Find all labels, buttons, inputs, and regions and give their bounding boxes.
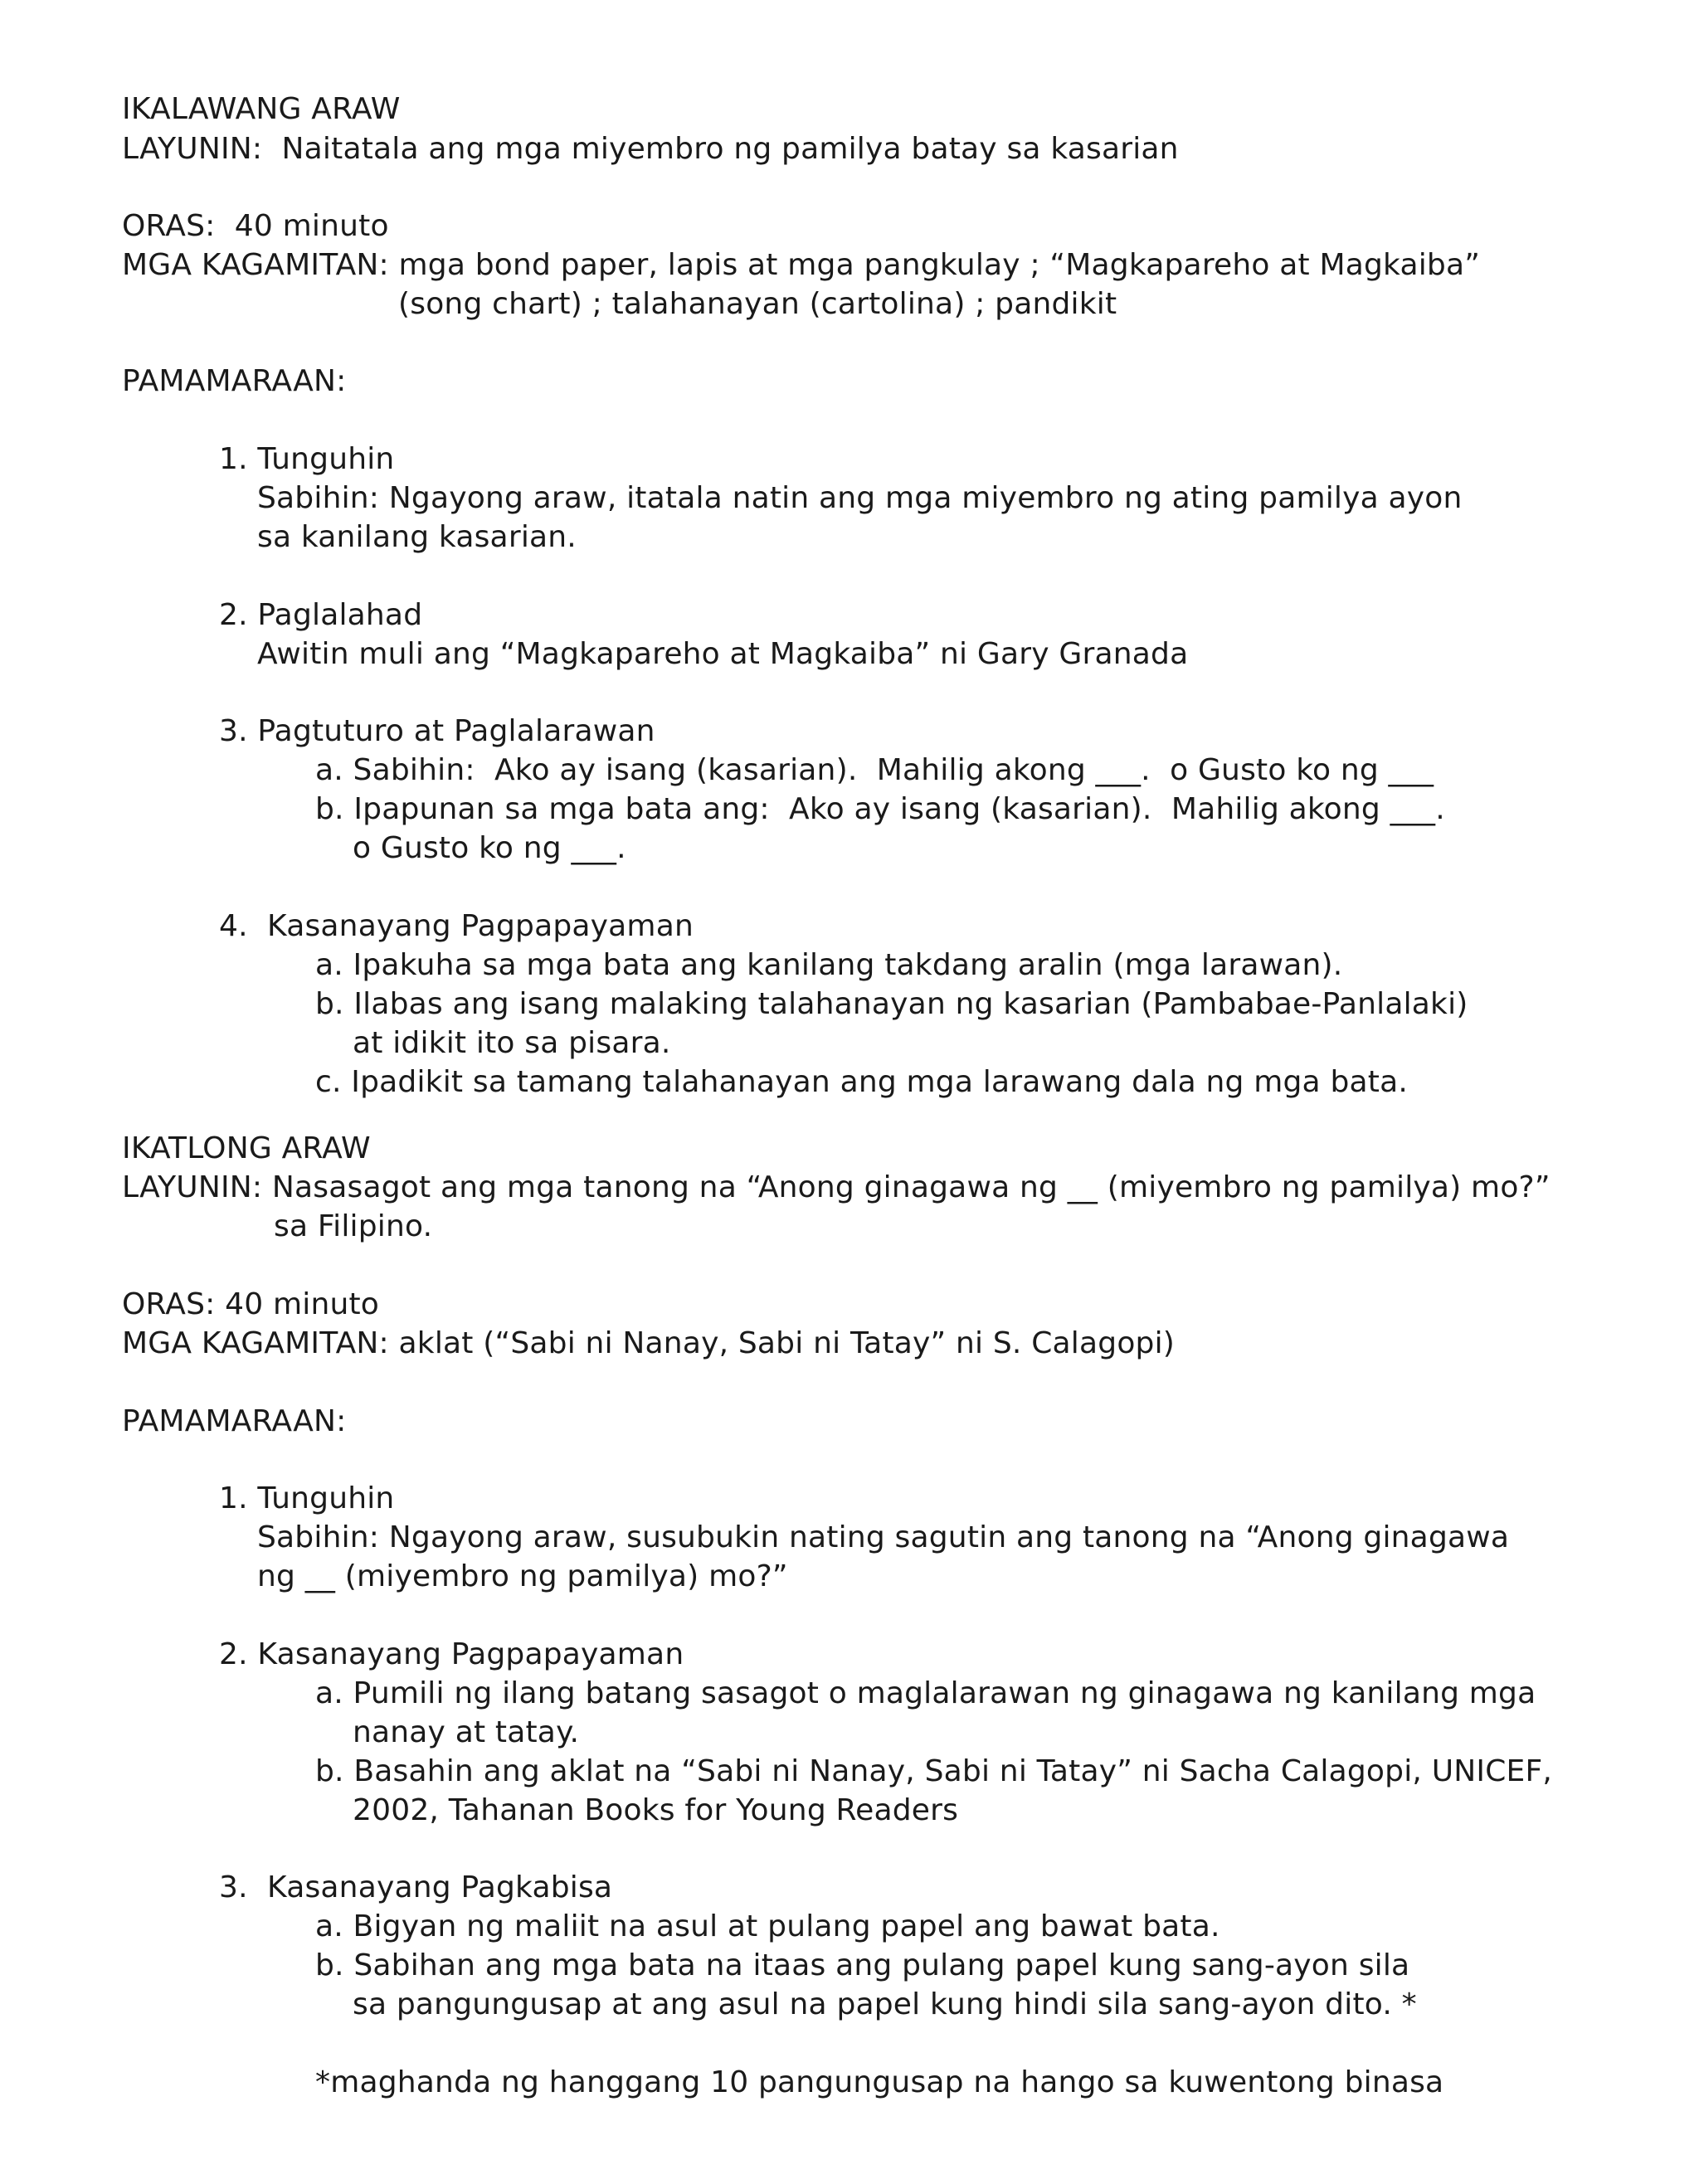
day2-step-1-title: 1. Tunguhin [219,442,395,476]
day3-materials: MGA KAGAMITAN: aklat (“Sabi ni Nanay, Sabi ni Tatay” ni S. Calagopi) [122,1326,1176,1360]
day2-materials-cont: (song chart) ; talahanayan (cartolina) ; pandikit [398,287,1117,321]
day3-step-2-item-b: b. Basahin ang aklat na “Sabi ni Nanay, Sabi ni Tatay” ni Sacha Calagopi, UNICEF, [315,1754,1553,1788]
day2-heading: IKALAWANG ARAW [122,92,401,126]
day2-step-4-title: 4. Kasanayang Pagpapayaman [219,909,694,943]
footnote: *maghanda ng hanggang 10 pangungusap na hango sa kuwentong binasa [315,2065,1444,2099]
day2-step-2-text: Awitin muli ang “Magkapareho at Magkaiba” ni Gary Granada [257,637,1189,671]
day2-step-3-item-a: a. Sabihin: Ako ay isang (kasarian). Mahilig akong ___. o Gusto ko ng ___ [315,753,1434,787]
day2-step-1-text: Sabihin: Ngayong araw, itatala natin ang mga miyembro ng ating pamilya ayon [257,481,1463,515]
day2-time: ORAS: 40 minuto [122,209,389,243]
day3-objective-cont: sa Filipino. [274,1209,433,1243]
day2-step-3-item-b-cont: o Gusto ko ng ___. [353,831,626,865]
day3-step-1-text: Sabihin: Ngayong araw, susubukin nating sagutin ang tanong na “Anong ginagawa [257,1520,1510,1554]
day3-step-2-title: 2. Kasanayang Pagpapayaman [219,1637,684,1671]
day2-step-4-item-a: a. Ipakuha sa mga bata ang kanilang takdang aralin (mga larawan). [315,948,1343,982]
day2-step-4-item-b: b. Ilabas ang isang malaking talahanayan ng kasarian (Pambabae-Panlalaki) [315,987,1468,1021]
day3-step-3-item-a: a. Bigyan ng maliit na asul at pulang papel ang bawat bata. [315,1909,1220,1943]
day3-procedure-heading: PAMAMARAAN: [122,1404,347,1438]
day3-step-2-item-a-cont: nanay at tatay. [353,1715,580,1749]
day2-materials: MGA KAGAMITAN: mga bond paper, lapis at mga pangkulay ; “Magkapareho at Magkaiba” [122,248,1481,282]
day3-step-1-text-cont: ng __ (miyembro ng pamilya) mo?” [257,1559,788,1593]
day2-procedure-heading: PAMAMARAAN: [122,364,347,398]
day3-time: ORAS: 40 minuto [122,1287,380,1321]
day2-step-4-item-c: c. Ipadikit sa tamang talahanayan ang mga larawang dala ng mga bata. [315,1065,1408,1099]
day2-step-1-text-cont: sa kanilang kasarian. [257,520,577,554]
day2-step-3-item-b: b. Ipapunan sa mga bata ang: Ako ay isang (kasarian). Mahilig akong ___. [315,792,1445,826]
day2-step-3-title: 3. Pagtuturo at Paglalarawan [219,714,655,748]
day2-step-2-title: 2. Paglalahad [219,598,423,632]
day3-step-2-item-a: a. Pumili ng ilang batang sasagot o maglalarawan ng ginagawa ng kanilang mga [315,1676,1536,1710]
day3-step-3-item-b: b. Sabihan ang mga bata na itaas ang pulang papel kung sang-ayon sila [315,1948,1410,1982]
day3-step-3-title: 3. Kasanayang Pagkabisa [219,1870,613,1904]
day3-objective: LAYUNIN: Nasasagot ang mga tanong na “Anong ginagawa ng __ (miyembro ng pamilya) mo?” [122,1170,1551,1204]
day2-objective: LAYUNIN: Naitatala ang mga miyembro ng pamilya batay sa kasarian [122,132,1179,166]
day3-step-2-item-b-cont: 2002, Tahanan Books for Young Readers [353,1793,959,1827]
day3-step-1-title: 1. Tunguhin [219,1481,395,1515]
day3-heading: IKATLONG ARAW [122,1131,371,1165]
day3-step-3-item-b-cont: sa pangungusap at ang asul na papel kung hindi sila sang-ayon dito. * [353,1987,1417,2021]
day2-step-4-item-b-cont: at idikit ito sa pisara. [353,1026,671,1060]
